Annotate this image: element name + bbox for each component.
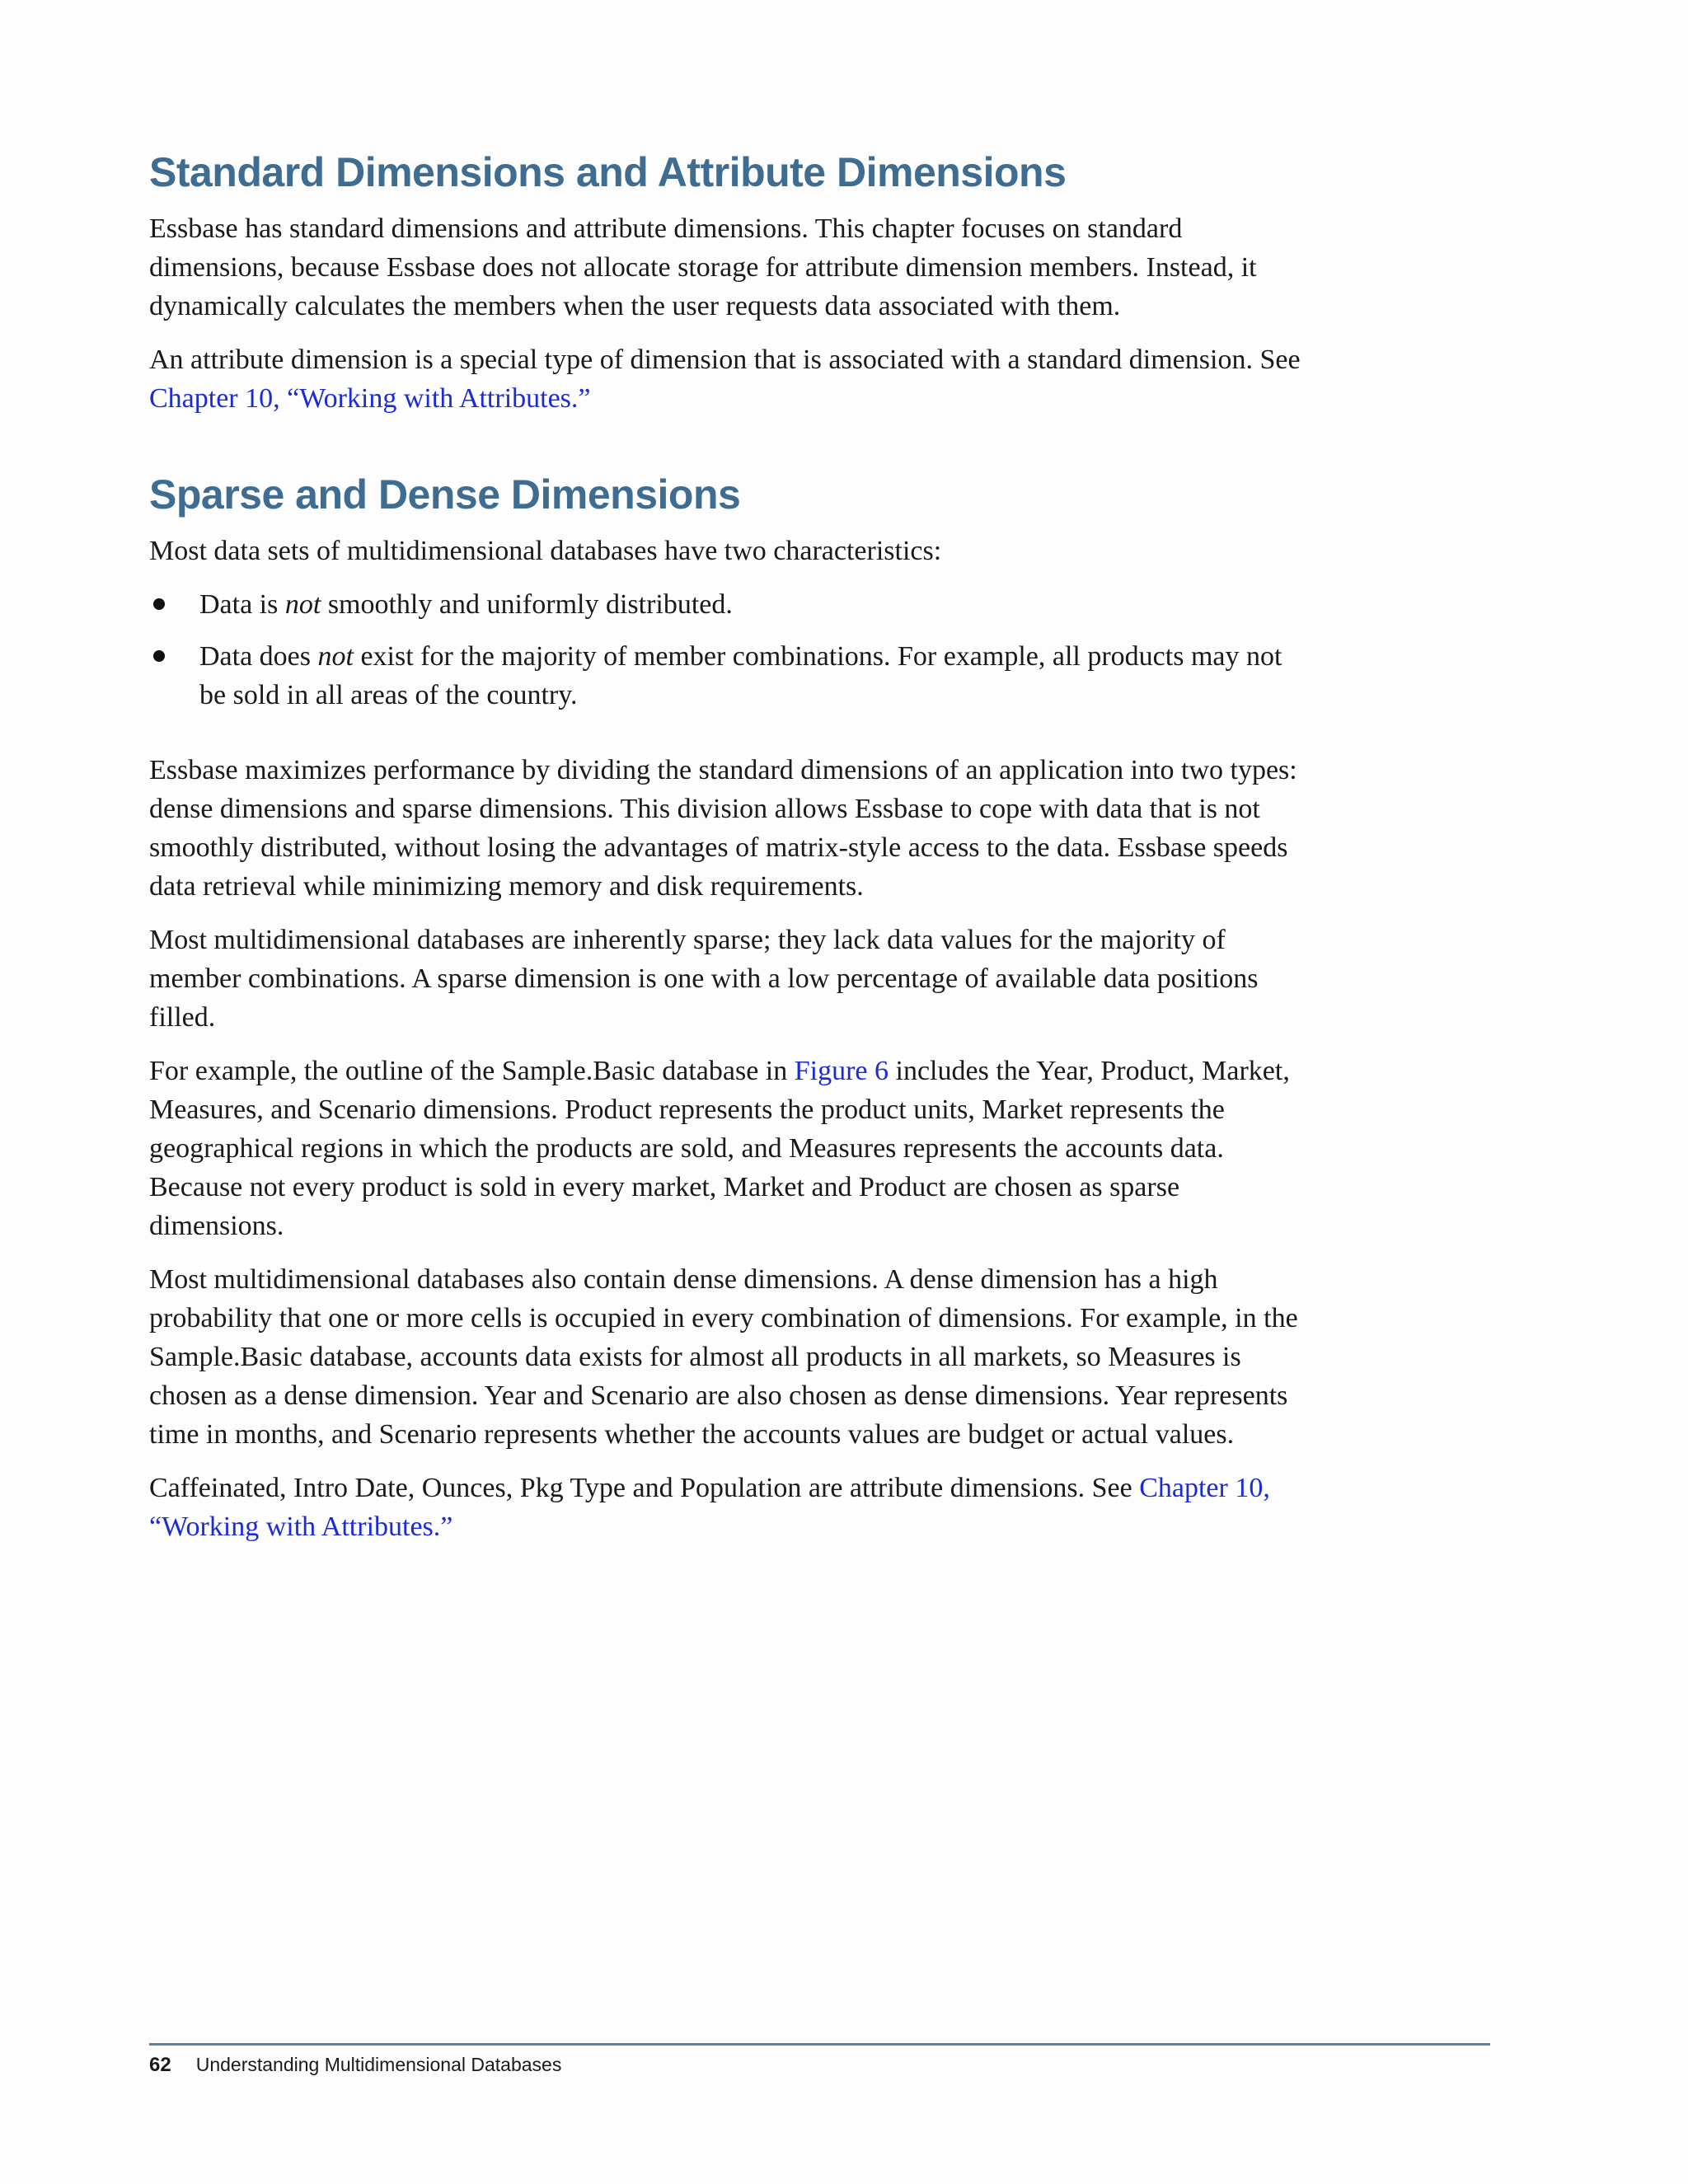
section-sparse-dense: [149, 469, 1303, 1546]
page-footer: [149, 2051, 561, 2079]
section-heading-sparse-dense: Sparse and Dense Dimensions: [149, 471, 741, 518]
paragraph-sample-basic-example: [149, 1052, 1303, 1245]
list-item-text: Data is: [199, 589, 285, 620]
paragraph-text: includes the Year, Product, Market, Measures, and Scenario dimensions. Product represents the product units, Market represents the geographical regions in which the products are sold, and Measures represents the accounts data. Because not every product is sold in every market, Market and Product are chosen as sparse dimensions.: [149, 1056, 1290, 1241]
paragraph-attribute-dimension: [149, 340, 1303, 418]
list-item-text: exist for the majority of member combinations. For example, all products may not be sold in all areas of the country.: [199, 641, 1282, 710]
section-heading-standard: Standard Dimensions and Attribute Dimensions: [149, 149, 1067, 195]
emphasis-text: not: [317, 641, 354, 672]
paragraph-text: Caffeinated, Intro Date, Ounces, Pkg Type and Population are attribute dimensions. See: [149, 1473, 1140, 1503]
paragraph-attribute-list: [149, 1469, 1303, 1546]
page-content: [149, 147, 1303, 1597]
paragraph-sparse-definition: Most multidimensional databases are inherently sparse; they lack data values for the majority of member combinations. A sparse dimension is one with a low percentage of available data positions filled.: [149, 925, 1259, 1033]
bullet-icon: [153, 650, 165, 662]
list-item: [149, 585, 1303, 624]
paragraph-dense-definition: Most multidimensional databases also contain dense dimensions. A dense dimension has a high probability that one or more cells is occupied in every combination of dimensions. For example, in the Sample.Basic database, accounts data exists for almost all products in all markets, so Measures is chosen as a dense dimension. Year and Scenario are also chosen as dense dimensions. Year represents time in months, and Scenario represents whether the accounts values are budget or actual values.: [149, 1264, 1298, 1450]
section-standard-dimensions: [149, 147, 1303, 418]
paragraph-text: An attribute dimension is a special type of dimension that is associated with a standard dimension. See: [149, 344, 1301, 375]
paragraph-characteristics-intro: Most data sets of multidimensional databases have two characteristics:: [149, 536, 942, 566]
paragraph-text: For example, the outline of the Sample.Basic database in: [149, 1056, 795, 1086]
list-item-text: smoothly and uniformly distributed.: [321, 589, 733, 620]
emphasis-text: not: [284, 589, 321, 620]
chapter-10-link[interactable]: Chapter 10, “Working with Attributes.”: [149, 383, 591, 414]
list-item: [149, 637, 1303, 715]
paragraph-performance: Essbase maximizes performance by dividing the standard dimensions of an application into two types: dense dimensions and sparse dimensions. This division allows Essbase to cope with data that is not smoothly distributed, without losing the advantages of matrix-style access to the data. Essbase speeds data retrieval while minimizing memory and disk requirements.: [149, 755, 1297, 902]
characteristics-list: [149, 585, 1303, 715]
chapter-10-link[interactable]: Chapter 10, “Working with Attributes.”: [149, 1473, 1270, 1542]
footer-divider: [149, 2043, 1490, 2046]
chapter-title: Understanding Multidimensional Databases: [195, 2054, 562, 2075]
figure-6-link[interactable]: Figure 6: [794, 1056, 889, 1086]
list-item-text: Data does: [199, 641, 318, 672]
bullet-icon: [153, 598, 165, 610]
paragraph-standard-intro: Essbase has standard dimensions and attribute dimensions. This chapter focuses on standard dimensions, because Essbase does not allocate storage for attribute dimension members. Instead, it dynamically calculates the members when the user requests data associated with them.: [149, 213, 1257, 321]
page-number: 62: [149, 2054, 171, 2076]
